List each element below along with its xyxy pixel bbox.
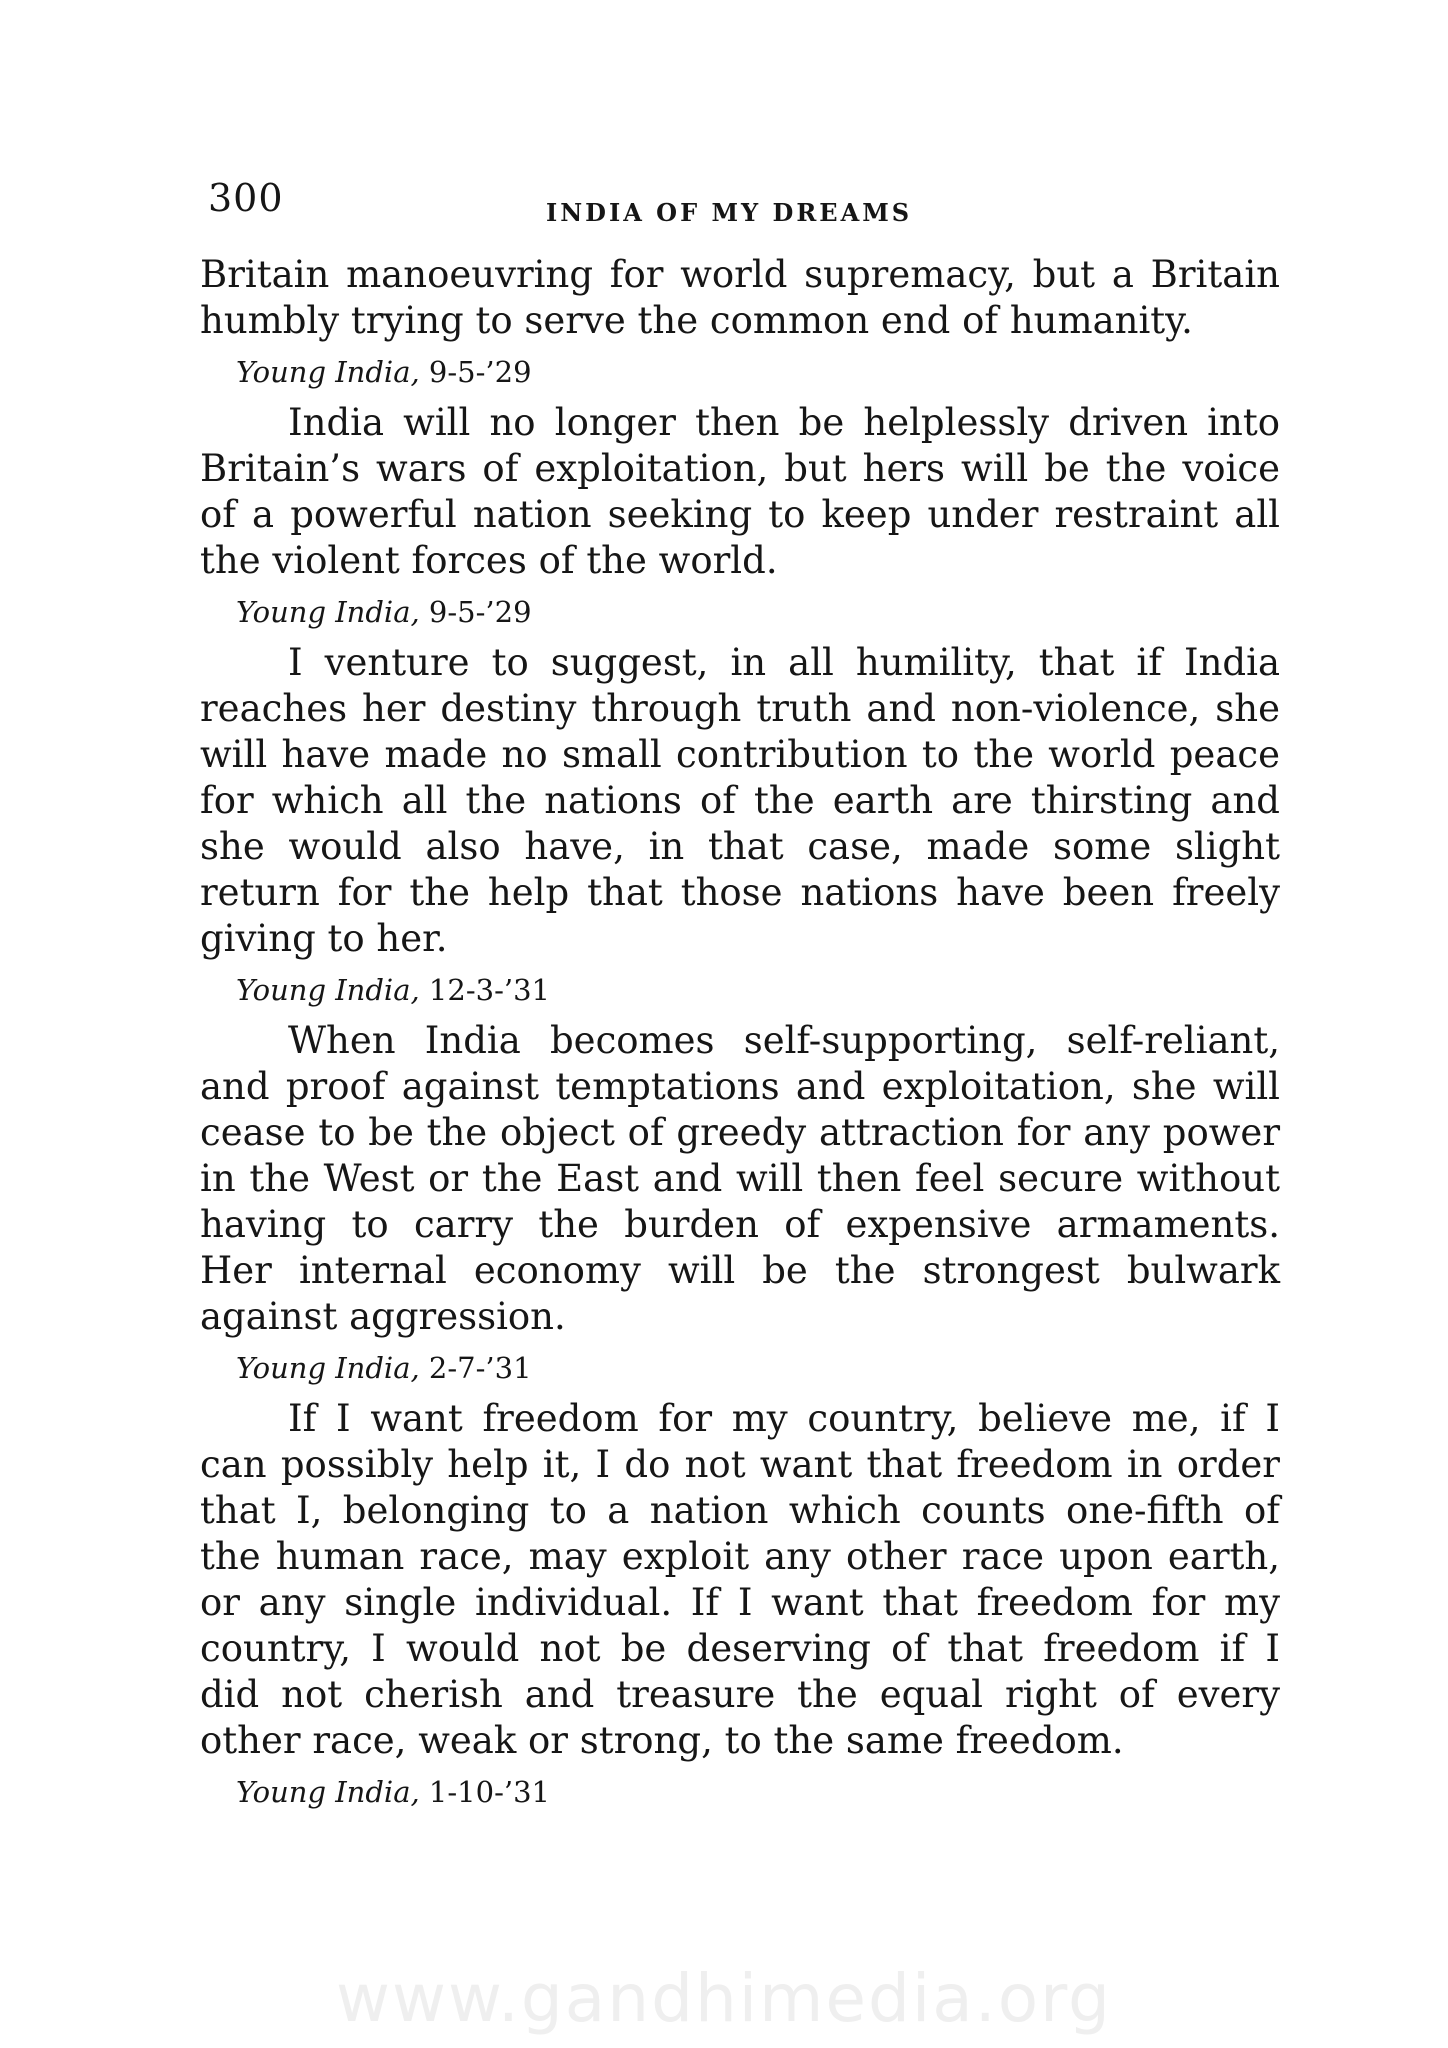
watermark: www.gandhimedia.org [336,1960,1112,2037]
source-date: 12-3-’31 [428,973,550,1007]
text-line: country, I would not be deserving of that freedom if I [200,1627,1280,1670]
running-head: INDIA OF MY DREAMS [546,198,913,227]
text-line: If I want freedom for my country, believe me, if I [288,1397,1280,1440]
text-line: will have made no small contribution to the world peace [200,733,1280,776]
source-title: Young India, [236,1351,420,1385]
text-line: Her internal economy will be the strongest bulwark [200,1249,1280,1292]
text-line: When India becomes self-supporting, self-reliant, [288,1019,1280,1062]
text-line: or any single individual. If I want that freedom for my [200,1581,1280,1624]
page-header [208,170,1278,230]
text-line: I venture to suggest, in all humility, that if India [288,641,1280,684]
text-line: the human race, may exploit any other race upon earth, [200,1535,1280,1578]
text-line: for which all the nations of the earth are thirsting and [200,779,1280,822]
source-citation [200,350,1280,394]
text-line: cease to be the object of greedy attraction for any power [200,1111,1280,1154]
text-line: did not cherish and treasure the equal right of every [200,1673,1280,1716]
text-line: other race, weak or strong, to the same freedom. [200,1719,1124,1762]
text-line: that I, belonging to a nation which counts one-fifth of [200,1489,1280,1532]
source-date: 2-7-’31 [428,1351,532,1385]
source-title: Young India, [236,355,420,389]
passage [200,1396,1280,1814]
text-line: the violent forces of the world. [200,539,778,582]
passage [200,400,1280,634]
passage [200,252,1280,394]
text-line: giving to her. [200,917,448,960]
text-line: and proof against temptations and exploitation, she will [200,1065,1280,1108]
text-line: against aggression. [200,1295,566,1338]
passage [200,640,1280,1012]
text-line: humbly trying to serve the common end of humanity. [200,299,1193,342]
passage [200,1018,1280,1390]
source-citation [200,1346,1280,1390]
source-title: Young India, [236,595,420,629]
source-citation [200,968,1280,1012]
text-line: of a powerful nation seeking to keep under restraint all [200,493,1280,536]
source-date: 1-10-’31 [428,1775,550,1809]
page-number: 300 [208,176,284,220]
source-title: Young India, [236,1775,420,1809]
text-line: Britain’s wars of exploitation, but hers will be the voice [200,447,1280,490]
text-line: India will no longer then be helplessly driven into [288,401,1280,444]
text-line: can possibly help it, I do not want that freedom in order [200,1443,1280,1486]
source-date: 9-5-’29 [428,595,532,629]
text-line: she would also have, in that case, made some slight [200,825,1280,868]
source-date: 9-5-’29 [428,355,532,389]
text-line: in the West or the East and will then feel secure without [200,1157,1280,1200]
source-citation [200,1770,1280,1814]
text-line: reaches her destiny through truth and non-violence, she [200,687,1280,730]
text-line: Britain manoeuvring for world supremacy, but a Britain [200,253,1280,296]
body-text [200,252,1280,1820]
source-citation [200,590,1280,634]
source-title: Young India, [236,973,420,1007]
text-line: having to carry the burden of expensive armaments. [200,1203,1280,1246]
text-line: return for the help that those nations have been freely [200,871,1280,914]
